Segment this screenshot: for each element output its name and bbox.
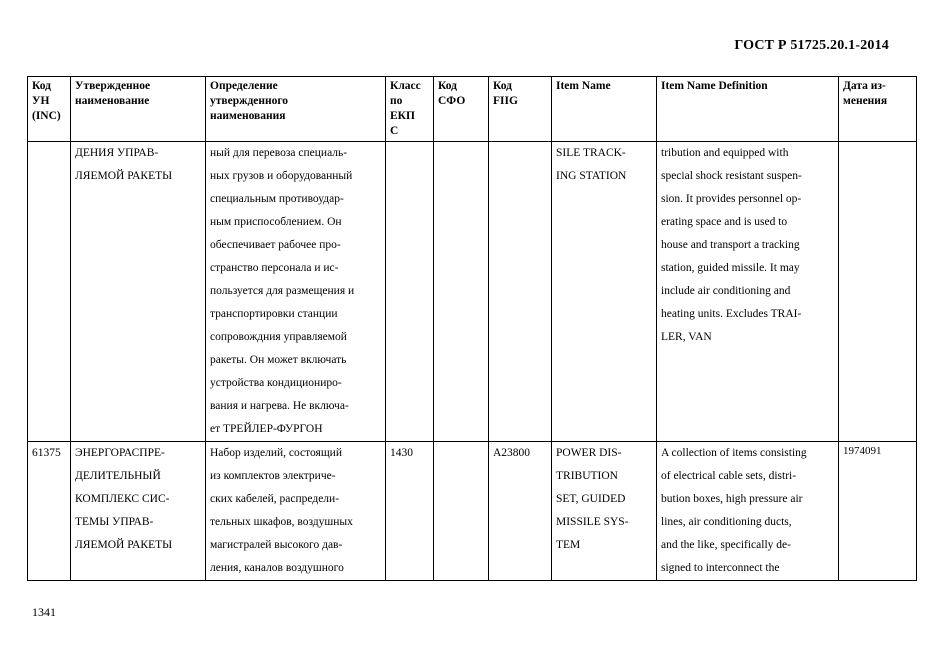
text-line: Код <box>438 80 458 92</box>
approved-name-cell <box>71 442 206 581</box>
text-line: FIIG <box>493 95 518 107</box>
item-definition-cell <box>657 142 839 442</box>
item-name-cell <box>552 442 657 581</box>
text-line: наименование <box>75 95 150 107</box>
text-line: A collection of items consisting <box>661 447 807 459</box>
text-line: ТЕМЫ УПРАВ- <box>75 516 154 528</box>
change-date-cell: 1974091 <box>839 442 917 581</box>
col-header-change-date <box>839 77 917 142</box>
text-line: include air conditioning and <box>661 285 791 297</box>
col-header-class <box>386 77 434 142</box>
text-line: erating space and is used to <box>661 216 788 228</box>
text-line: ДЕЛИТЕЛЬНЫЙ <box>75 470 161 482</box>
text-line: SET, GUIDED <box>556 493 626 505</box>
inc-cell <box>28 142 71 442</box>
text-line: ING STATION <box>556 170 627 182</box>
header-row <box>28 77 917 142</box>
text-line: tribution and equipped with <box>661 147 789 159</box>
text-line: из комплектов электриче- <box>210 470 336 482</box>
text-line: TEM <box>556 539 581 551</box>
class-cell: 1430 <box>386 442 434 581</box>
text-line: Утвержденное <box>75 80 151 92</box>
text-line: Item Name Definition <box>661 80 768 92</box>
text-line: signed to interconnect the <box>661 562 780 574</box>
text-line: Класс <box>390 80 421 92</box>
text-line: lines, air conditioning ducts, <box>661 516 792 528</box>
text-line: менения <box>843 95 888 107</box>
text-line: Код <box>32 80 52 92</box>
class-cell <box>386 142 434 442</box>
text-line: ЛЯЕМОЙ РАКЕТЫ <box>75 539 173 551</box>
table-row <box>28 142 917 442</box>
text-line: LER, VAN <box>661 331 712 343</box>
inc-cell: 61375 <box>28 442 71 581</box>
text-line: ным приспособлением. Он <box>210 216 342 228</box>
col-header-sfo <box>434 77 489 142</box>
change-date-cell <box>839 142 917 442</box>
standard-designation: ГОСТ Р 51725.20.1-2014 <box>734 38 889 53</box>
text-line: TRIBUTION <box>556 470 618 482</box>
text-line: ЭНЕРГОРАСПРЕ- <box>75 447 165 459</box>
item-definition-cell <box>657 442 839 581</box>
text-line: ления, каналов воздушного <box>210 562 344 574</box>
text-line: heating units. Excludes TRAI- <box>661 308 802 320</box>
text-line: ских кабелей, распредели- <box>210 493 340 505</box>
text-line: вания и нагрева. Не включа- <box>210 400 349 412</box>
sfo-cell <box>434 442 489 581</box>
text-line: (INC) <box>32 110 61 122</box>
text-line: специальным противоудар- <box>210 193 344 205</box>
text-line: КОМПЛЕКС СИС- <box>75 493 170 505</box>
table-row <box>28 442 917 581</box>
text-line: ЕКП <box>390 110 415 122</box>
text-line: of electrical cable sets, distri- <box>661 470 797 482</box>
text-line: ракеты. Он может включать <box>210 354 347 366</box>
text-line: bution boxes, high pressure air <box>661 493 803 505</box>
text-line: ет ТРЕЙЛЕР-ФУРГОН <box>210 423 323 435</box>
text-line: station, guided missile. It may <box>661 262 800 274</box>
text-line: Item Name <box>556 80 611 92</box>
text-line: транспортировки станции <box>210 308 338 320</box>
text-line: ЛЯЕМОЙ РАКЕТЫ <box>75 170 173 182</box>
text-line: special shock resistant suspen- <box>661 170 802 182</box>
text-line: POWER DIS- <box>556 447 622 459</box>
text-line: сопровождния управляемой <box>210 331 347 343</box>
text-line: ных грузов и оборудованный <box>210 170 353 182</box>
item-name-cell <box>552 142 657 442</box>
col-header-definition <box>206 77 386 142</box>
col-header-item-name <box>552 77 657 142</box>
text-line: Набор изделий, состоящий <box>210 447 342 459</box>
page-number: 1341 <box>32 605 56 619</box>
text-line: утвержденного <box>210 95 289 107</box>
text-line: Дата из- <box>843 80 886 92</box>
text-line: устройства кондициониро- <box>210 377 342 389</box>
col-header-approved-name <box>71 77 206 142</box>
text-line: Код <box>493 80 513 92</box>
fiig-cell: A23800 <box>489 442 552 581</box>
text-line: странство персонала и ис- <box>210 262 339 274</box>
approved-name-cell <box>71 142 206 442</box>
text-line: пользуется для размещения и <box>210 285 355 297</box>
text-line: по <box>390 95 403 107</box>
fiig-cell <box>489 142 552 442</box>
sfo-cell <box>434 142 489 442</box>
col-header-item-definition <box>657 77 839 142</box>
classification-table <box>27 76 917 581</box>
text-line: магистралей высокого дав- <box>210 539 343 551</box>
text-line: СФО <box>438 95 466 107</box>
text-line: С <box>390 125 399 137</box>
text-line: ный для перевоза специаль- <box>210 147 348 159</box>
text-line: тельных шкафов, воздушных <box>210 516 353 528</box>
text-line: ДЕНИЯ УПРАВ- <box>75 147 159 159</box>
definition-cell <box>206 142 386 442</box>
text-line: SILE TRACK- <box>556 147 626 159</box>
text-line: обеспечивает рабочее про- <box>210 239 341 251</box>
text-line: and the like, specifically de- <box>661 539 791 551</box>
text-line: Определение <box>210 80 278 92</box>
text-line: УН <box>32 95 50 107</box>
col-header-fiig <box>489 77 552 142</box>
text-line: house and transport a tracking <box>661 239 800 251</box>
text-line: наименования <box>210 110 286 122</box>
text-line: sion. It provides personnel op- <box>661 193 802 205</box>
text-line: MISSILE SYS- <box>556 516 629 528</box>
definition-cell <box>206 442 386 581</box>
col-header-inc <box>28 77 71 142</box>
